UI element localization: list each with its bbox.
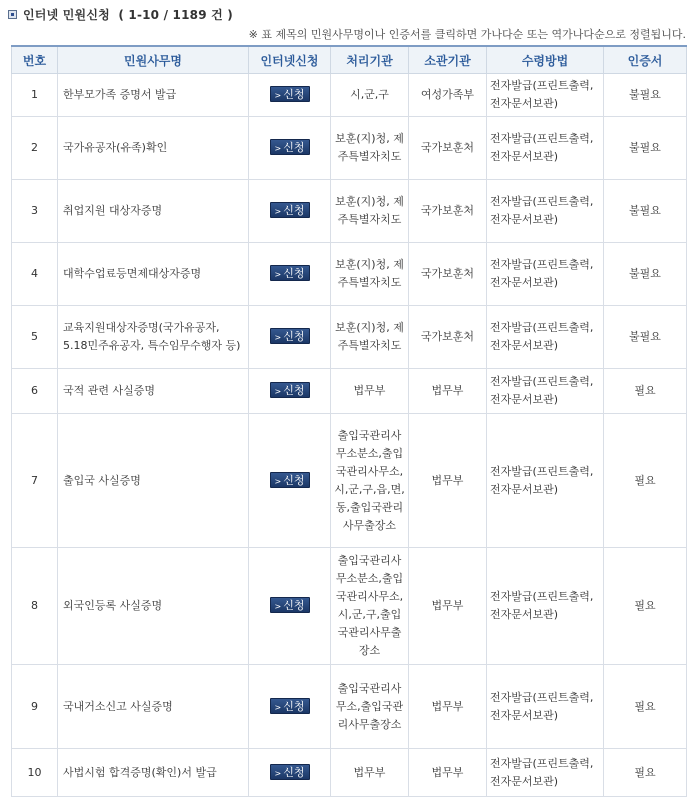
row-ministry: 여성가족부 [409,74,487,117]
table-row [12,548,687,665]
row-receipt-method: 전자발급(프린트출력, 전자문서보관) [487,414,604,548]
row-certificate: 필요 [604,749,687,797]
arrow-right-icon: > [274,702,282,712]
row-receipt-method: 전자발급(프린트출력, 전자문서보관) [487,369,604,414]
row-processing-org: 출입국관리사무소분소,출입국관리사무소,시,군,구,읍,면,동,출입국관리사무출장소 [331,414,409,548]
row-apply-cell [249,414,331,548]
apply-button[interactable] [270,382,310,398]
row-apply-cell [249,243,331,306]
row-ministry: 법무부 [409,369,487,414]
row-number: 4 [12,243,58,306]
apply-button-label: 신청 [283,384,305,397]
row-certificate: 불필요 [604,117,687,180]
apply-button[interactable] [270,202,310,218]
table-row [12,665,687,749]
row-service-name: 교육지원대상자증명(국가유공자, 5.18민주유공자, 특수임무수행자 등) [58,306,249,369]
row-processing-org: 보훈(지)청, 제주특별자치도 [331,180,409,243]
row-number: 5 [12,306,58,369]
row-receipt-method: 전자발급(프린트출력, 전자문서보관) [487,548,604,665]
apply-button-label: 신청 [283,473,305,487]
row-receipt-method: 전자발급(프린트출력, 전자문서보관) [487,306,604,369]
row-processing-org: 법무부 [331,749,409,797]
row-apply-cell [249,306,331,369]
apply-button[interactable] [270,472,310,488]
row-processing-org: 보훈(지)청, 제주특별자치도 [331,117,409,180]
row-service-name: 출입국 사실증명 [58,414,249,548]
row-service-name: 한부모가족 증명서 발급 [58,74,249,117]
row-ministry: 법무부 [409,414,487,548]
row-ministry: 국가보훈처 [409,243,487,306]
row-certificate: 필요 [604,548,687,665]
apply-button-label: 신청 [283,765,305,779]
sort-notice: ※ 표 제목의 민원사무명이나 인증서를 클릭하면 가나다순 또는 역가나다순으로 정렬됩니다. [248,28,686,41]
arrow-right-icon: > [274,387,282,396]
row-receipt-method: 전자발급(프린트출력, 전자문서보관) [487,180,604,243]
row-apply-cell [249,117,331,180]
row-ministry: 법무부 [409,665,487,749]
result-count: ( 1-10 / 1189 건 ) [118,7,233,22]
row-service-name: 대학수업료등면제대상자증명 [58,243,249,306]
row-service-name: 국적 관련 사실증명 [58,369,249,414]
row-certificate: 불필요 [604,74,687,117]
col-number: 번호 [12,46,58,74]
row-service-name: 외국인등록 사실증명 [58,548,249,665]
apply-button-label: 신청 [283,267,305,280]
table-row [12,74,687,117]
apply-button[interactable] [270,698,310,714]
row-certificate: 필요 [604,369,687,414]
row-certificate: 불필요 [604,306,687,369]
apply-button-label: 신청 [283,204,305,217]
row-processing-org: 법무부 [331,369,409,414]
row-processing-org: 보훈(지)청, 제주특별자치도 [331,243,409,306]
table-row [12,117,687,180]
row-ministry: 법무부 [409,749,487,797]
row-number: 9 [12,665,58,749]
civil-affairs-table [11,45,687,797]
row-receipt-method: 전자발급(프린트출력, 전자문서보관) [487,665,604,749]
row-number: 6 [12,369,58,414]
row-certificate: 불필요 [604,180,687,243]
arrow-right-icon: > [274,768,282,778]
col-org: 처리기관 [331,46,409,74]
row-service-name: 취업지원 대상자증명 [58,180,249,243]
row-number: 2 [12,117,58,180]
col-ministry: 소관기관 [409,46,487,74]
row-certificate: 불필요 [604,243,687,306]
row-apply-cell [249,369,331,414]
row-service-name: 국내거소신고 사실증명 [58,665,249,749]
row-apply-cell [249,665,331,749]
row-number: 8 [12,548,58,665]
row-ministry: 국가보훈처 [409,180,487,243]
apply-button[interactable] [270,764,310,780]
row-processing-org: 보훈(지)청, 제주특별자치도 [331,306,409,369]
table-header-row [12,46,687,74]
apply-button-label: 신청 [283,599,305,612]
arrow-right-icon: > [274,91,282,100]
row-ministry: 법무부 [409,548,487,665]
arrow-right-icon: > [274,602,282,611]
row-apply-cell [249,180,331,243]
arrow-right-icon: > [274,333,282,342]
row-service-name: 사법시험 합격증명(확인)서 발급 [58,749,249,797]
row-apply-cell [249,74,331,117]
row-certificate: 필요 [604,665,687,749]
row-number: 1 [12,74,58,117]
table-row [12,414,687,548]
apply-button-label: 신청 [283,699,305,713]
apply-button-label: 신청 [283,141,305,154]
apply-button[interactable] [270,265,310,281]
table-row [12,243,687,306]
row-number: 10 [12,749,58,797]
row-processing-org: 출입국관리사무소분소,출입국관리사무소,시,군,구,출입국관리사무출장소 [331,548,409,665]
apply-button-label: 신청 [283,88,305,101]
table-row [12,749,687,797]
section-header [8,4,233,24]
row-receipt-method: 전자발급(프린트출력, 전자문서보관) [487,74,604,117]
arrow-right-icon: > [274,270,282,279]
row-receipt-method: 전자발급(프린트출력, 전자문서보관) [487,243,604,306]
apply-button[interactable] [270,328,310,344]
row-number: 3 [12,180,58,243]
col-name-sort[interactable]: 민원사무명 [58,46,249,74]
row-certificate: 필요 [604,414,687,548]
arrow-right-icon: > [274,476,282,486]
row-processing-org: 출입국관리사무소,출입국관리사무출장소 [331,665,409,749]
row-service-name: 국가유공자(유족)확인 [58,117,249,180]
row-ministry: 국가보훈처 [409,117,487,180]
row-apply-cell [249,749,331,797]
arrow-right-icon: > [274,144,282,153]
table-row [12,180,687,243]
col-method: 수령방법 [487,46,604,74]
apply-button[interactable] [270,139,310,155]
row-number: 7 [12,414,58,548]
apply-button[interactable] [270,597,310,613]
table-row [12,306,687,369]
col-apply: 인터넷신청 [249,46,331,74]
row-apply-cell [249,548,331,665]
section-title: 인터넷 민원신청 ( 1-10 / 1189 건 ) [23,7,233,22]
arrow-right-icon: > [274,207,282,216]
apply-button-label: 신청 [283,330,305,343]
square-bullet-icon [8,10,17,19]
row-receipt-method: 전자발급(프린트출력, 전자문서보관) [487,749,604,797]
row-processing-org: 시,군,구 [331,74,409,117]
apply-button[interactable] [270,86,310,102]
row-ministry: 국가보훈처 [409,306,487,369]
col-cert-sort[interactable]: 인증서 [604,46,687,74]
table-row [12,369,687,414]
row-receipt-method: 전자발급(프린트출력, 전자문서보관) [487,117,604,180]
